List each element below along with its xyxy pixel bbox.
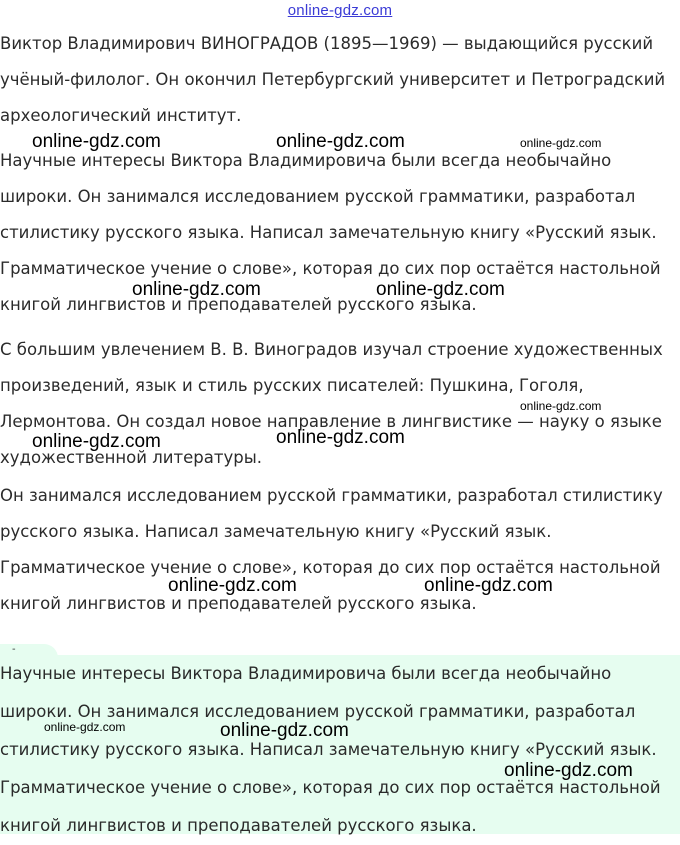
header-watermark-link[interactable]: online-gdz.com: [287, 2, 393, 19]
watermark: online-gdz.com: [168, 575, 297, 596]
watermark: online-gdz.com: [520, 399, 602, 413]
paragraph-biography: Виктор Владимирович ВИНОГРАДОВ (1895—1969) — выдающийся русский учёный-филолог. Он окончил Петербургский университет и Петроградский археологический институт.: [0, 34, 666, 125]
watermark: online-gdz.com: [424, 575, 553, 596]
highlight-tab-mark: -: [12, 644, 16, 655]
watermark: online-gdz.com: [276, 131, 405, 152]
watermark: online-gdz.com: [376, 279, 505, 300]
watermark: online-gdz.com: [32, 431, 161, 452]
highlighted-paragraph: Научные интересы Виктора Владимировича были всегда необычайно широки. Он занимался исследованием русской грамматики, разработал стилистику русского языка. Написал замечательную книгу «Русский язык. Грамматическое учение о слове», которая до сих пор остаётся настольной книгой лингвистов и преподавателей русского языка.: [0, 664, 661, 835]
watermark: online-gdz.com: [276, 427, 405, 448]
paragraph-grammar: Он занимался исследованием русской грамматики, разработал стилистику русского языка. Написал замечательную книгу «Русский язык. Грамматическое учение о слове», которая до сих пор остаётся настольной книгой лингвистов и преподавателей русского языка.: [0, 486, 663, 613]
paragraph-interests: Научные интересы Виктора Владимировича были всегда необычайно широки. Он занимался исследованием русской грамматики, разработал стилистику русского языка. Написал замечательную книгу «Русский язык. Грамматическое учение о слове», которая до сих пор остаётся настольной книгой лингвистов и преподавателей русского языка.: [0, 151, 661, 314]
watermark: online-gdz.com: [44, 720, 126, 734]
watermark: online-gdz.com: [32, 131, 161, 152]
watermark: online-gdz.com: [132, 279, 261, 300]
paragraph-literary-studies: С большим увлечением В. В. Виноградов изучал строение художественных произведений, язык и стиль русских писателей: Пушкина, Гоголя, Лермонтова. Он создал новое направление в лингвистике — науку о языке художественной литературы.: [0, 340, 663, 467]
watermark: online-gdz.com: [220, 720, 349, 741]
watermark: online-gdz.com: [520, 136, 602, 150]
watermark: online-gdz.com: [504, 760, 633, 781]
